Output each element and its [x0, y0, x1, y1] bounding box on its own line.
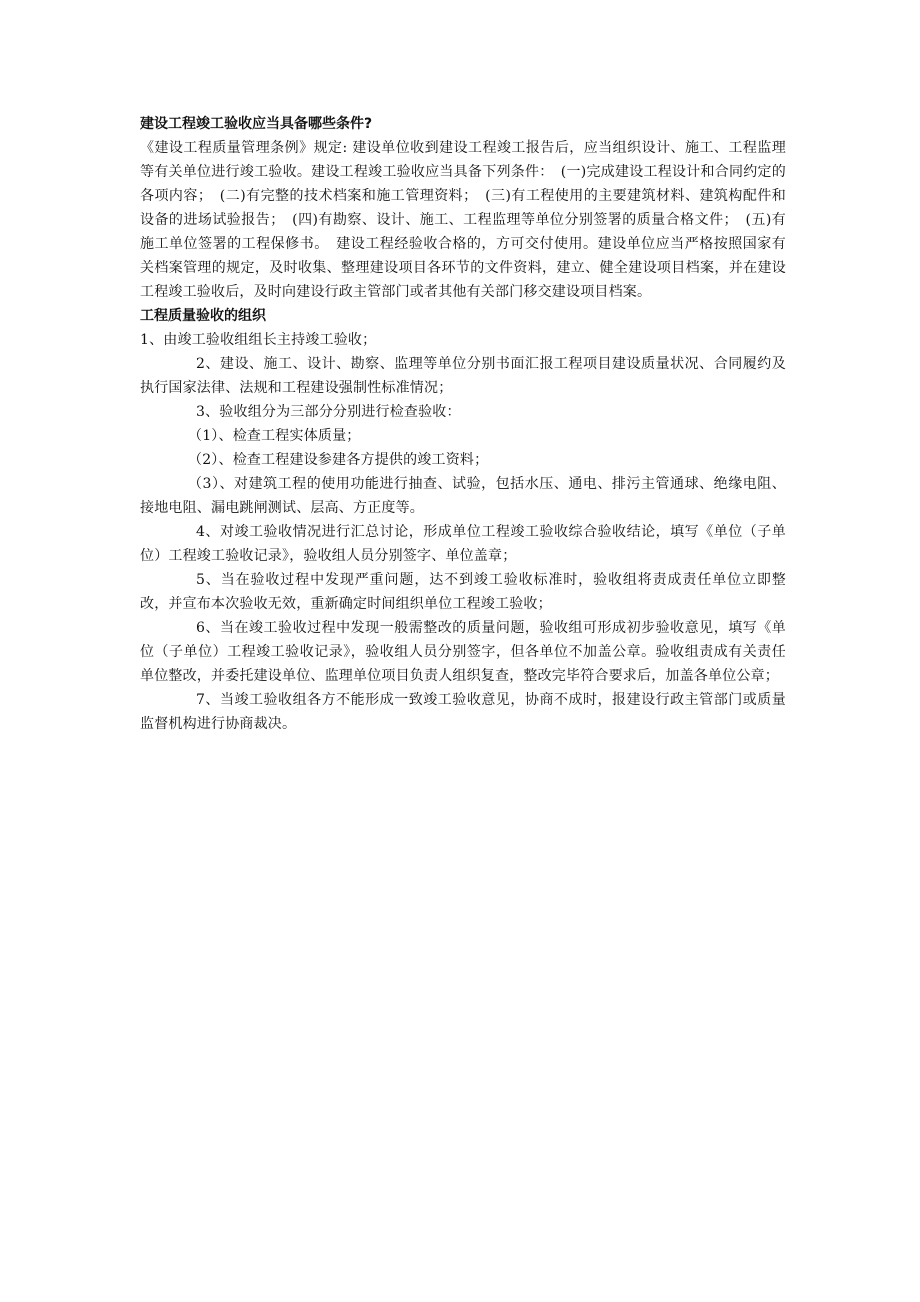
section1-title: 建设工程竣工验收应当具备哪些条件? [140, 116, 373, 132]
list-item: （2）、检查工程建设参建各方提供的竣工资料； [188, 452, 489, 468]
list-item: 6、当在竣工验收过程中发现一般需整改的质量问题，验收组可形成初步验收意见，填写《单位（子单位）工程竣工验收记录》，验收组人员分别签字，但各单位不加盖公章。验收组责成有关责任单位整改，并委托建设单位、监理单位项目负责人组织复查，整改完毕符合要求后，加盖各单位公章； [140, 620, 786, 684]
section2-title: 工程质量验收的组织 [140, 308, 266, 324]
list-item: 7、当竣工验收组各方不能形成一致竣工验收意见，协商不成时，报建设行政主管部门或质量监督机构进行协商裁决。 [140, 692, 786, 732]
section1-paragraph: 《建设工程质量管理条例》规定: 建设单位收到建设工程竣工报告后，应当组织设计、施工、工程监理等有关单位进行竣工验收。建设工程竣工验收应当具备下列条件： (一)完成建设工程设计和合同约定的各项内容； (二)有完整的技术档案和施工管理资料； (三)有工程使用的主要建筑材料、建筑构配件和设备的进场试验报告； (四)有勘察、设计、施工、工程监理等单位分别签署的质量合格文件； (五)有施工单位签署的工程保修书。 建设工程经验收合格的，方可交付使用。建设单位应当严格按照国家有关档案管理的规定，及时收集、整理建设项目各环节的文件资料，建立、健全建设项目档案，并在建设工程竣工验收后，及时向建设行政主管部门或者其他有关部门移交建设项目档案。 [140, 140, 786, 300]
list-item: （3）、对建筑工程的使用功能进行抽查、试验，包括水压、通电、排污主管通球、绝缘电阻、接地电阻、漏电跳闸测试、层高、方正度等。 [140, 476, 786, 516]
list-item: 4、对竣工验收情况进行汇总讨论，形成单位工程竣工验收综合验收结论，填写《单位（子单位）工程竣工验收记录》，验收组人员分别签字、单位盖章； [140, 524, 786, 564]
list-item: 2、建设、施工、设计、勘察、监理等单位分别书面汇报工程项目建设质量状况、合同履约及执行国家法律、法规和工程建设强制性标准情况； [140, 356, 786, 396]
document-page [140, 112, 786, 736]
list-item: （1）、检查工程实体质量； [188, 428, 361, 444]
list-item: 5、当在验收过程中发现严重问题，达不到竣工验收标准时，验收组将责成责任单位立即整改，并宣布本次验收无效，重新确定时间组织单位工程竣工验收； [140, 572, 786, 612]
list-item: 1、由竣工验收组组长主持竣工验收； [140, 332, 377, 348]
list-item: 3、验收组分为三部分分别进行检查验收： [196, 404, 461, 420]
